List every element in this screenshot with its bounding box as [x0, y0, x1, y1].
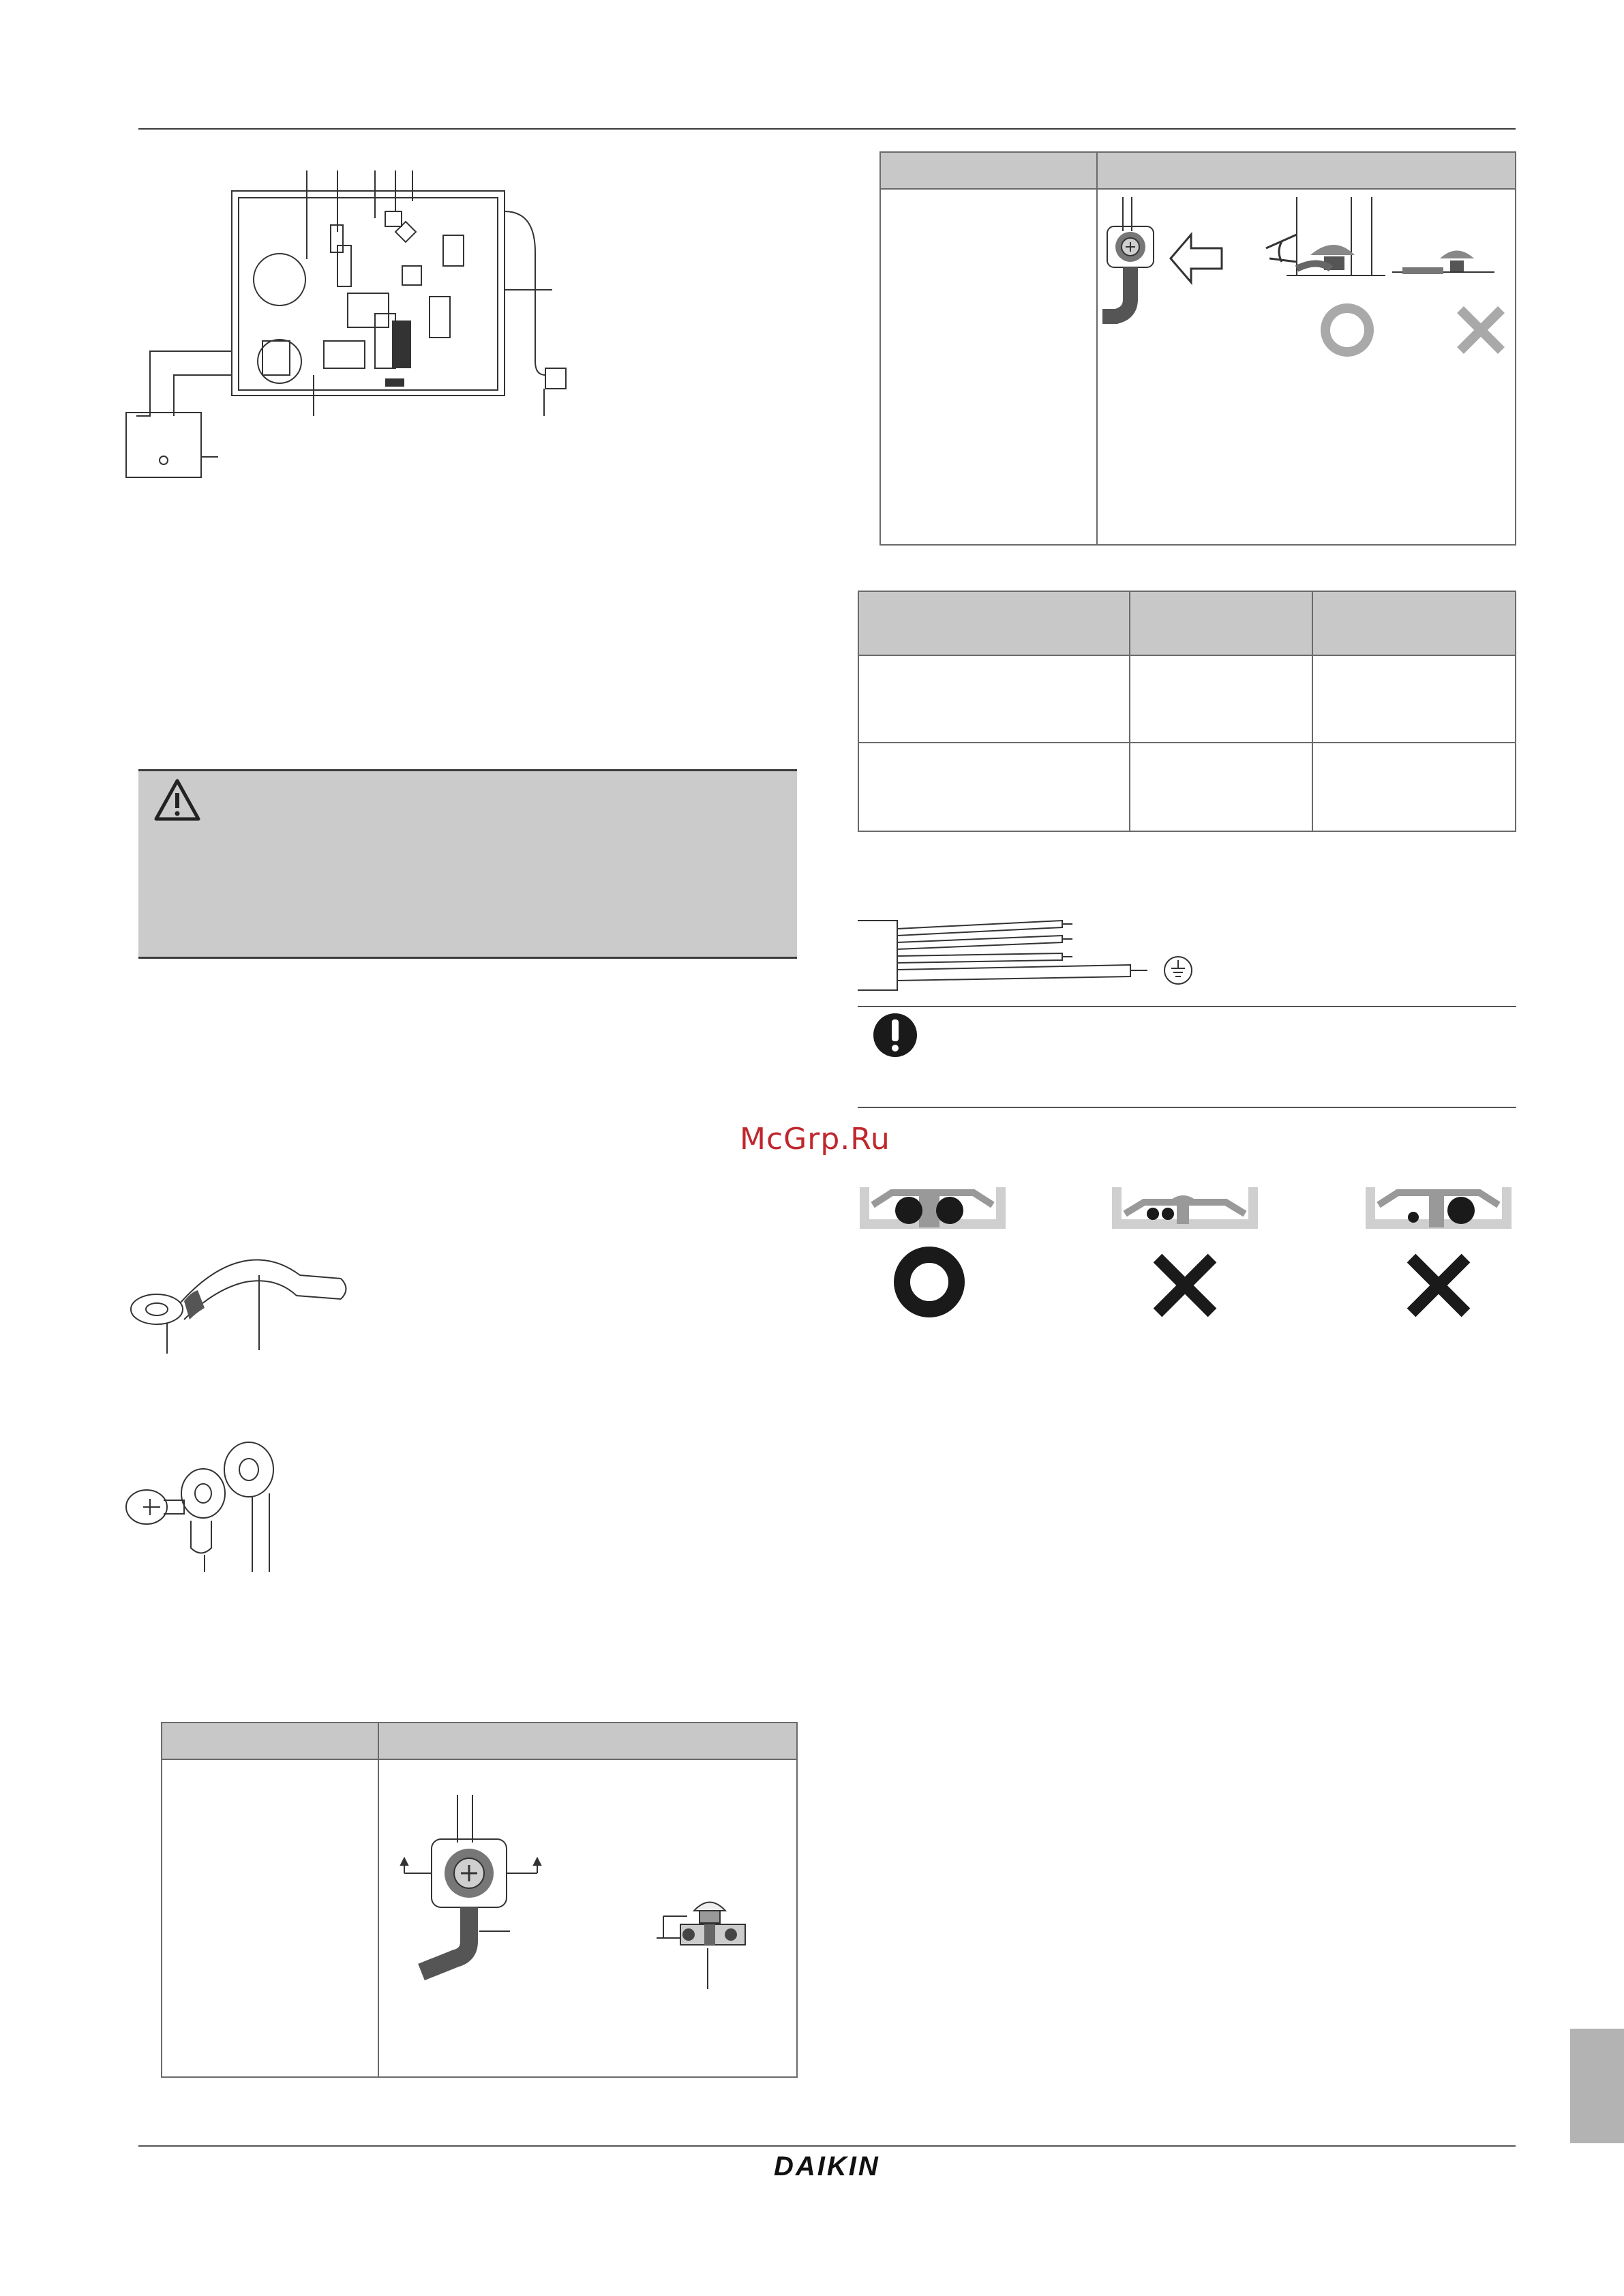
crimp-comparison-illustration	[858, 1183, 1516, 1320]
terminal-connection-table-right	[879, 151, 1516, 546]
pcb-wiring-illustration	[116, 170, 580, 477]
table-header	[162, 1723, 796, 1760]
terminal-screw-illustration	[394, 1791, 776, 1996]
header-rule	[138, 128, 1516, 130]
page-tab-marker	[1570, 2029, 1624, 2143]
daikin-logo: DAIKIN	[774, 2151, 880, 2181]
wire-spec-table	[858, 591, 1516, 832]
notice-rule-top	[858, 1006, 1516, 1007]
stripped-cable-illustration	[858, 900, 1239, 996]
warning-triangle-icon	[153, 778, 201, 822]
table-header	[859, 592, 1515, 656]
terminal-do-dont-illustration	[1099, 194, 1515, 371]
table-header	[881, 153, 1515, 190]
crimp-incorrect-1	[1117, 1187, 1253, 1313]
terminal-connection-table-left	[161, 1722, 798, 2078]
notice-exclamation-icon	[871, 1011, 919, 1059]
footer-rule	[138, 2145, 1516, 2147]
crimp-incorrect-2	[1370, 1187, 1507, 1313]
screw-washer-illustration	[116, 1425, 293, 1575]
crimp-correct	[864, 1187, 1001, 1309]
watermark: McGrp.Ru	[740, 1122, 890, 1157]
notice-rule-bottom	[858, 1107, 1516, 1108]
warning-box	[138, 769, 797, 959]
ring-terminal-illustration	[116, 1227, 361, 1357]
